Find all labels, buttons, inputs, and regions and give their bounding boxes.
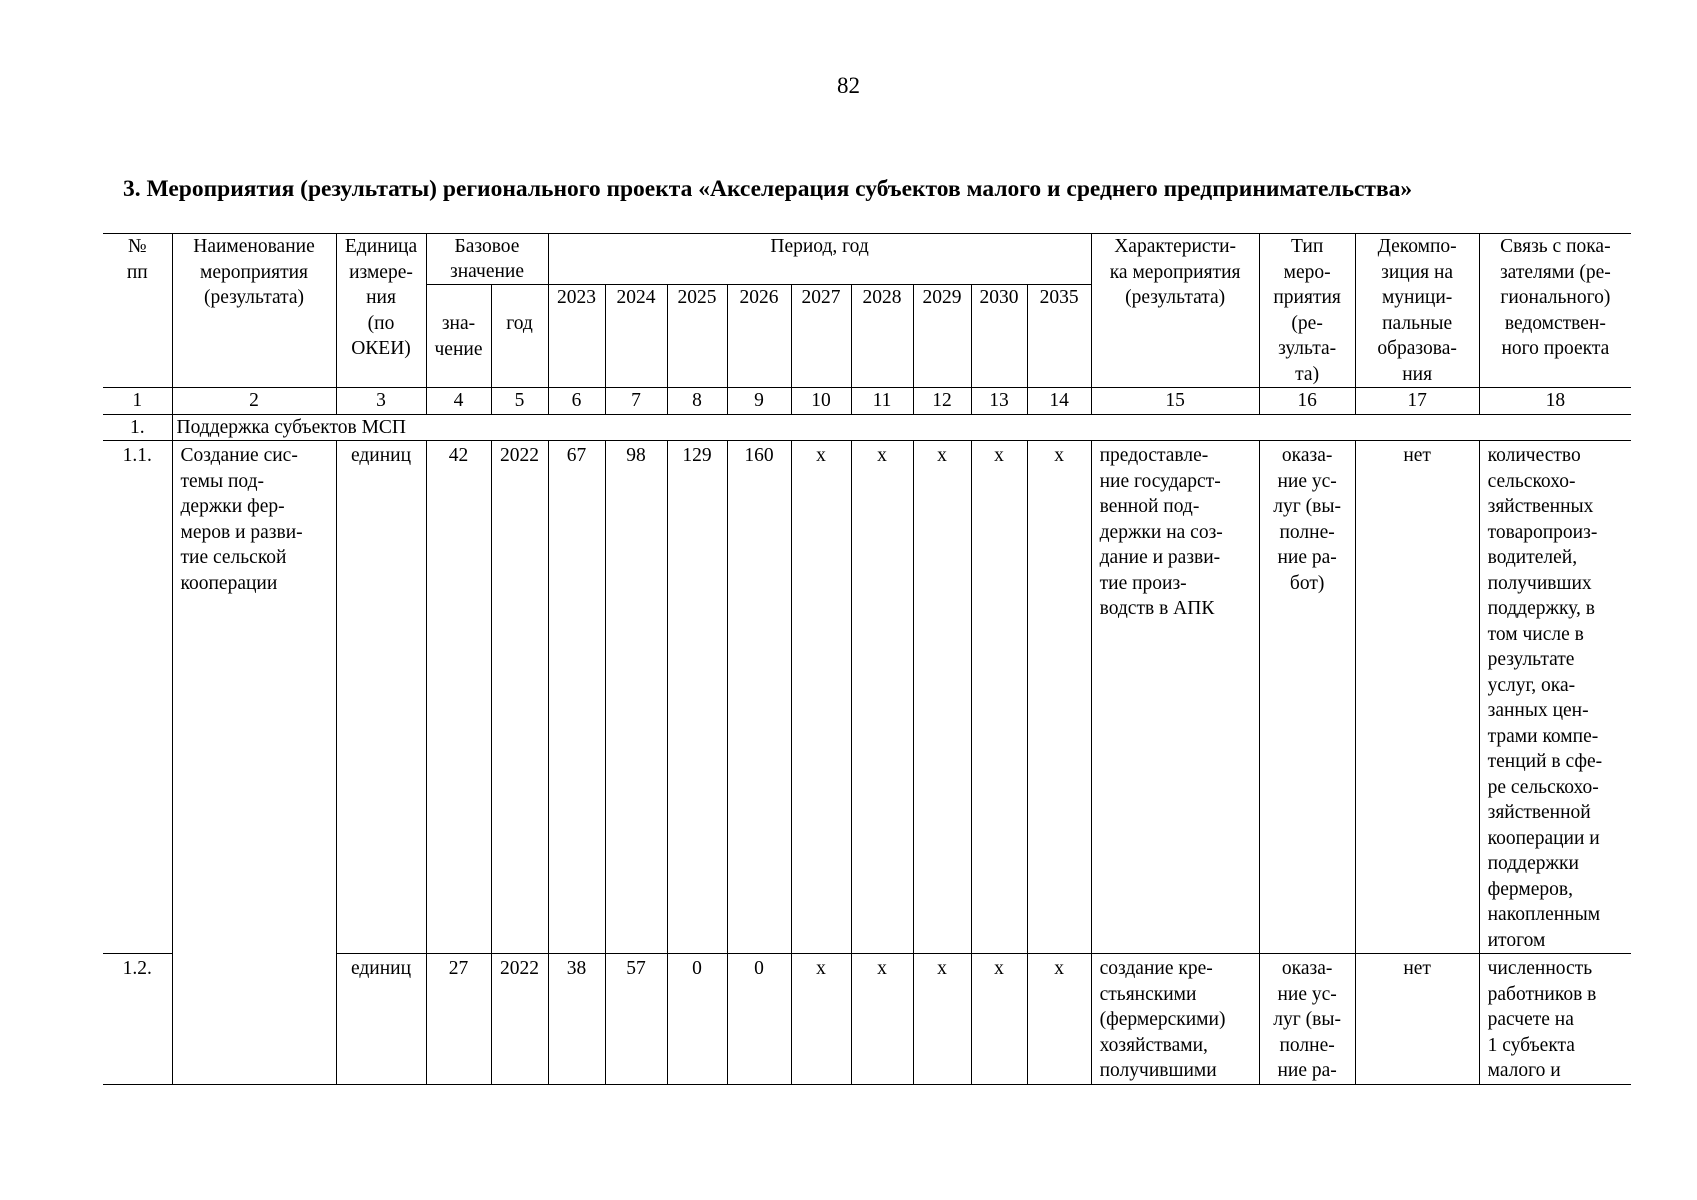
- header-year-2029: 2029: [913, 285, 971, 388]
- row-link-line: поддержки: [1487, 853, 1579, 874]
- header-decomposition: [1355, 234, 1479, 388]
- table-row: [103, 954, 1631, 1085]
- row-type-line: оказа-: [1281, 445, 1333, 466]
- row-decomposition: нет: [1355, 954, 1479, 1085]
- row-type: [1259, 441, 1355, 954]
- row-value-2025: 0: [667, 954, 727, 1085]
- header-link-line: ведомствен-: [1504, 312, 1606, 334]
- column-number-6: 6: [548, 388, 605, 415]
- header-year-2030: 2030: [971, 285, 1027, 388]
- column-number-11: 11: [851, 388, 913, 415]
- section-row: [103, 414, 1631, 441]
- header-characteristic-line: ка мероприятия: [1109, 261, 1241, 283]
- header-num-line: пп: [126, 261, 148, 283]
- row-link-line: тенций в сфе-: [1487, 751, 1603, 772]
- row-type-line: полне-: [1279, 521, 1335, 543]
- header-year-2026: 2026: [727, 285, 791, 388]
- column-number-17: 17: [1355, 388, 1479, 415]
- row-value-2030: х: [971, 441, 1027, 954]
- row-link-line: ре сельскохо-: [1487, 776, 1599, 798]
- header-decomposition-line: ния: [1402, 363, 1433, 385]
- header-unit-line: ОКЕИ): [351, 338, 411, 359]
- header-base-year: год: [491, 285, 548, 388]
- row-link-line: накопленным: [1487, 904, 1601, 925]
- header-year-2023: 2023: [548, 285, 605, 388]
- row-type-line: оказа-: [1281, 958, 1333, 979]
- header-year-2027: 2027: [791, 285, 851, 388]
- header-base: Базовое значение: [426, 234, 548, 285]
- row-num: 1.1.: [103, 441, 172, 954]
- document-title: 3. Мероприятия (результаты) регионального проекта «Акселерация субъектов малого и среднего предпринимательства»: [123, 176, 1413, 202]
- row-type-line: бот): [1289, 572, 1325, 594]
- row-value-2026: 160: [727, 441, 791, 954]
- row-link-line: трами компе-: [1487, 725, 1599, 747]
- row-value-2028: х: [851, 441, 913, 954]
- column-number-1: 1: [103, 388, 172, 415]
- row-value-2024: 98: [605, 441, 667, 954]
- row-link-line: водителей,: [1487, 547, 1578, 568]
- header-type-line: Тип: [1290, 236, 1324, 257]
- row-link-line: фермеров,: [1487, 878, 1573, 900]
- header-link-line: ного проекта: [1501, 338, 1610, 359]
- row-link-line: расчете на: [1487, 1009, 1574, 1030]
- column-number-16: 16: [1259, 388, 1355, 415]
- header-decomposition-line: образова-: [1377, 338, 1457, 359]
- column-number-4: 4: [426, 388, 491, 415]
- header-type-line: приятия: [1273, 287, 1341, 308]
- header-characteristic-line: Характеристи-: [1114, 236, 1237, 257]
- row-name-merged: [172, 954, 336, 1085]
- header-num: [103, 234, 172, 388]
- header-base-value-line: чение: [434, 338, 483, 360]
- row-link-line: результате: [1487, 649, 1575, 670]
- row-characteristic-line: (фермерскими): [1099, 1009, 1226, 1030]
- row-type: [1259, 954, 1355, 1085]
- row-type-line: ние ра-: [1277, 547, 1337, 568]
- row-link-line: 1 субъекта: [1487, 1034, 1575, 1056]
- header-num-line: №: [127, 236, 147, 257]
- row-base-value: 42: [426, 441, 491, 954]
- header-unit-line: измере-: [349, 261, 413, 283]
- header-unit-line: (по: [367, 312, 395, 334]
- row-link-line: услуг, ока-: [1487, 674, 1576, 696]
- row-link-line: получивших: [1487, 572, 1592, 594]
- row-value-2023: 67: [548, 441, 605, 954]
- row-unit: единиц: [336, 954, 426, 1085]
- header-period: Период, год: [548, 234, 1091, 285]
- row-num: 1.2.: [103, 954, 172, 1085]
- row-link: [1479, 954, 1631, 1085]
- header-decomposition-line: муници-: [1381, 287, 1453, 308]
- header-link-line: Связь с пока-: [1500, 236, 1611, 257]
- column-number-13: 13: [971, 388, 1027, 415]
- row-characteristic-line: держки на соз-: [1099, 521, 1223, 543]
- header-unit-line: ния: [366, 287, 396, 308]
- header-characteristic-line: (результата): [1125, 287, 1226, 308]
- row-characteristic-line: получившими: [1099, 1060, 1217, 1081]
- row-name: [172, 441, 336, 954]
- header-unit-line: Единица: [344, 236, 418, 257]
- row-base-value: 27: [426, 954, 491, 1085]
- row-value-2025: 129: [667, 441, 727, 954]
- row-characteristic-line: хозяйствами,: [1099, 1034, 1208, 1056]
- column-number-10: 10: [791, 388, 851, 415]
- header-year-2025: 2025: [667, 285, 727, 388]
- row-base-year: 2022: [491, 954, 548, 1085]
- row-type-line: ние ус-: [1277, 470, 1337, 492]
- header-type-line: меро-: [1283, 261, 1331, 283]
- row-link-line: количество: [1487, 445, 1581, 466]
- column-numbers-row: [103, 388, 1631, 415]
- row-link-line: зяйственной: [1487, 802, 1591, 823]
- column-number-15: 15: [1091, 388, 1259, 415]
- row-type-line: луг (вы-: [1273, 496, 1341, 517]
- header-year-2024: 2024: [605, 285, 667, 388]
- row-value-2028: х: [851, 954, 913, 1085]
- row-characteristic-line: создание кре-: [1099, 958, 1213, 979]
- column-number-14: 14: [1027, 388, 1091, 415]
- page-number: 82: [837, 73, 860, 98]
- row-type-line: ние ус-: [1277, 983, 1337, 1005]
- row-characteristic-line: предоставле-: [1099, 445, 1209, 466]
- row-characteristic-line: стьянскими: [1099, 983, 1197, 1005]
- header-link-line: гионального): [1500, 287, 1611, 308]
- column-number-7: 7: [605, 388, 667, 415]
- row-name-line: держки фер-: [180, 496, 285, 517]
- header-base-value-line: зна-: [441, 313, 476, 334]
- row-characteristic: [1091, 954, 1259, 1085]
- row-value-2026: 0: [727, 954, 791, 1085]
- row-value-2029: х: [913, 441, 971, 954]
- row-link-line: том числе в: [1487, 623, 1584, 645]
- row-type-line: полне-: [1279, 1034, 1335, 1056]
- row-value-2029: х: [913, 954, 971, 1085]
- row-link-line: кооперации и: [1487, 827, 1600, 849]
- row-value-2023: 38: [548, 954, 605, 1085]
- row-characteristic: [1091, 441, 1259, 954]
- column-number-2: 2: [172, 388, 336, 415]
- header-type-line: зульта-: [1278, 338, 1337, 359]
- header-name: [172, 234, 336, 388]
- header-name-line: (результата): [203, 287, 305, 308]
- header-link: [1479, 234, 1631, 388]
- row-link-line: сельскохо-: [1487, 470, 1576, 492]
- header-characteristic: [1091, 234, 1259, 388]
- row-value-2030: х: [971, 954, 1027, 1085]
- table-row: [103, 441, 1631, 954]
- row-value-2027: х: [791, 954, 851, 1085]
- row-characteristic-line: ние государст-: [1099, 470, 1221, 492]
- header-name-line: Наименование: [193, 236, 315, 257]
- column-number-12: 12: [913, 388, 971, 415]
- row-characteristic-line: тие произ-: [1099, 572, 1187, 594]
- row-value-2035: х: [1027, 954, 1091, 1085]
- row-name-line: Создание сис-: [180, 445, 298, 466]
- measures-table: [103, 233, 1631, 1085]
- row-base-year: 2022: [491, 441, 548, 954]
- row-type-line: луг (вы-: [1273, 1009, 1341, 1030]
- row-link-line: зяйственных: [1487, 496, 1594, 517]
- header-decomposition-line: пальные: [1382, 312, 1453, 334]
- row-value-2024: 57: [605, 954, 667, 1085]
- header-unit: [336, 234, 426, 388]
- row-characteristic-line: венной под-: [1099, 496, 1200, 517]
- row-name-line: тие сельской: [180, 547, 287, 568]
- row-characteristic-line: водств в АПК: [1099, 598, 1215, 619]
- row-characteristic-line: дание и разви-: [1099, 547, 1221, 568]
- row-unit: единиц: [336, 441, 426, 954]
- section-label: Поддержка субъектов МСП: [172, 414, 1631, 441]
- header-year-2028: 2028: [851, 285, 913, 388]
- row-link: [1479, 441, 1631, 954]
- row-link-line: малого и: [1487, 1060, 1561, 1081]
- row-name-line: кооперации: [180, 572, 278, 594]
- header-link-line: зателями (ре-: [1499, 261, 1611, 283]
- row-value-2027: х: [791, 441, 851, 954]
- row-name-line: меров и разви-: [180, 521, 303, 543]
- row-link-line: численность: [1487, 958, 1593, 979]
- header-type-line: (ре-: [1291, 312, 1323, 334]
- section-num: 1.: [103, 414, 172, 441]
- header-decomposition-line: Декомпо-: [1377, 236, 1457, 257]
- row-link-line: поддержку, в: [1487, 598, 1595, 619]
- row-link-line: занных цен-: [1487, 700, 1589, 721]
- header-name-line: мероприятия: [199, 261, 308, 283]
- column-number-3: 3: [336, 388, 426, 415]
- header-decomposition-line: зиция на: [1381, 261, 1454, 283]
- row-type-line: ние ра-: [1277, 1060, 1337, 1081]
- row-name-line: темы под-: [180, 470, 265, 492]
- column-number-5: 5: [491, 388, 548, 415]
- header-type-line: та): [1295, 363, 1320, 385]
- row-value-2035: х: [1027, 441, 1091, 954]
- header-type: [1259, 234, 1355, 388]
- row-link-line: товаропроиз-: [1487, 521, 1598, 543]
- row-link-line: работников в: [1487, 983, 1597, 1005]
- column-number-18: 18: [1479, 388, 1631, 415]
- row-link-line: итогом: [1487, 929, 1546, 951]
- row-decomposition: нет: [1355, 441, 1479, 954]
- header-row-1: [103, 234, 1631, 285]
- column-number-8: 8: [667, 388, 727, 415]
- header-base-value: [426, 285, 491, 388]
- header-year-2035: 2035: [1027, 285, 1091, 388]
- column-number-9: 9: [727, 388, 791, 415]
